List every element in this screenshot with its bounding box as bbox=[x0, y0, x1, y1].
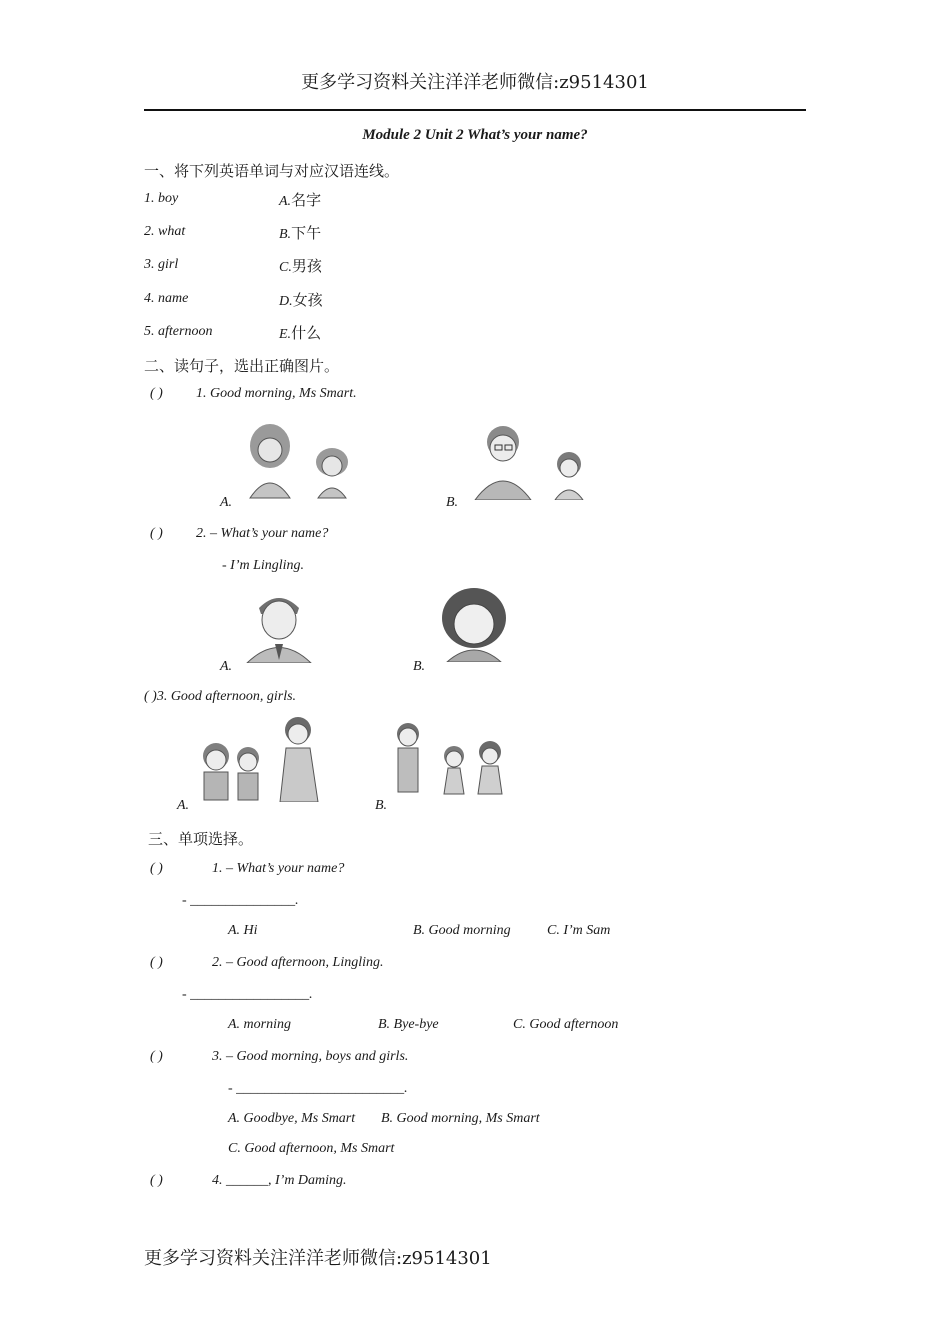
p3-q1-opt-b: B. Good morning bbox=[413, 923, 511, 938]
header-note: 更多学习资料关注洋洋老师微信:z9514301 bbox=[301, 72, 649, 93]
q2-bracket[interactable]: ( ) bbox=[150, 526, 163, 541]
q1-bracket[interactable]: ( ) bbox=[150, 386, 163, 401]
q2-label-a: A. bbox=[220, 659, 233, 674]
p3-q3-opt-c: C. Good afternoon, Ms Smart bbox=[228, 1141, 395, 1156]
p3-q2-bracket[interactable]: ( ) bbox=[150, 955, 163, 970]
word-4: 4. name bbox=[144, 291, 189, 306]
p3-q1-text: 1. – What’s your name? bbox=[212, 861, 345, 876]
p3-q1-opt-a: A. Hi bbox=[228, 923, 258, 938]
p3-q3-opt-b: B. Good morning, Ms Smart bbox=[381, 1111, 540, 1126]
header-rule bbox=[144, 109, 806, 111]
p3-q2-text: 2. – Good afternoon, Lingling. bbox=[212, 955, 384, 970]
p3-q3-opt-a: A. Goodbye, Ms Smart bbox=[228, 1111, 356, 1126]
picture-q1-a[interactable] bbox=[240, 418, 365, 500]
footer-note: 更多学习资料关注洋洋老师微信:z9514301 bbox=[144, 1248, 492, 1269]
p3-q4-bracket[interactable]: ( ) bbox=[150, 1173, 163, 1188]
p3-q3-text: 3. – Good morning, boys and girls. bbox=[212, 1049, 409, 1064]
option-d: D.女孩 bbox=[279, 291, 323, 309]
option-c: C.男孩 bbox=[279, 257, 322, 275]
p3-q1-bracket[interactable]: ( ) bbox=[150, 861, 163, 876]
option-e: E.什么 bbox=[279, 324, 322, 342]
q2-answer: - I’m Lingling. bbox=[222, 558, 305, 573]
p3-q2-opt-a: A. morning bbox=[228, 1017, 291, 1032]
part1-heading: 一、将下列英语单词与对应汉语连线。 bbox=[144, 162, 400, 180]
picture-q3-b[interactable] bbox=[392, 716, 512, 796]
q3-label-a: A. bbox=[177, 798, 190, 813]
q2-label-b: B. bbox=[413, 659, 426, 674]
q3-label-b: B. bbox=[375, 798, 388, 813]
page-title: Module 2 Unit 2 What’s your name? bbox=[362, 127, 588, 143]
p3-q1-opt-c: C. I’m Sam bbox=[547, 923, 611, 938]
p3-q4-text: 4. ______, I’m Daming. bbox=[212, 1173, 347, 1188]
q1-label-a: A. bbox=[220, 495, 233, 510]
picture-q2-a[interactable] bbox=[245, 588, 313, 663]
q1-text: 1. Good morning, Ms Smart. bbox=[196, 386, 357, 401]
part2-heading: 二、读句子，选出正确图片。 bbox=[144, 357, 340, 375]
q3-text: ( )3. Good afternoon, girls. bbox=[144, 689, 297, 704]
p3-q1-blank[interactable]: - _______________. bbox=[182, 893, 299, 908]
p3-q2-blank[interactable]: - _________________. bbox=[182, 987, 313, 1002]
q2-text: 2. – What’s your name? bbox=[196, 526, 329, 541]
picture-q3-a[interactable] bbox=[198, 716, 326, 802]
word-3: 3. girl bbox=[144, 257, 179, 272]
option-a: A.名字 bbox=[279, 191, 322, 209]
picture-q2-b[interactable] bbox=[435, 586, 513, 662]
option-b: B.下午 bbox=[279, 224, 322, 242]
p3-q3-blank[interactable]: - ________________________. bbox=[228, 1081, 408, 1096]
part3-heading: 三、单项选择。 bbox=[148, 830, 254, 848]
word-5: 5. afternoon bbox=[144, 324, 213, 339]
word-2: 2. what bbox=[144, 224, 186, 239]
p3-q2-opt-c: C. Good afternoon bbox=[513, 1017, 619, 1032]
picture-q1-b[interactable] bbox=[465, 418, 597, 500]
p3-q3-bracket[interactable]: ( ) bbox=[150, 1049, 163, 1064]
word-1: 1. boy bbox=[144, 191, 179, 206]
p3-q2-opt-b: B. Bye-bye bbox=[378, 1017, 439, 1032]
q1-label-b: B. bbox=[446, 495, 459, 510]
